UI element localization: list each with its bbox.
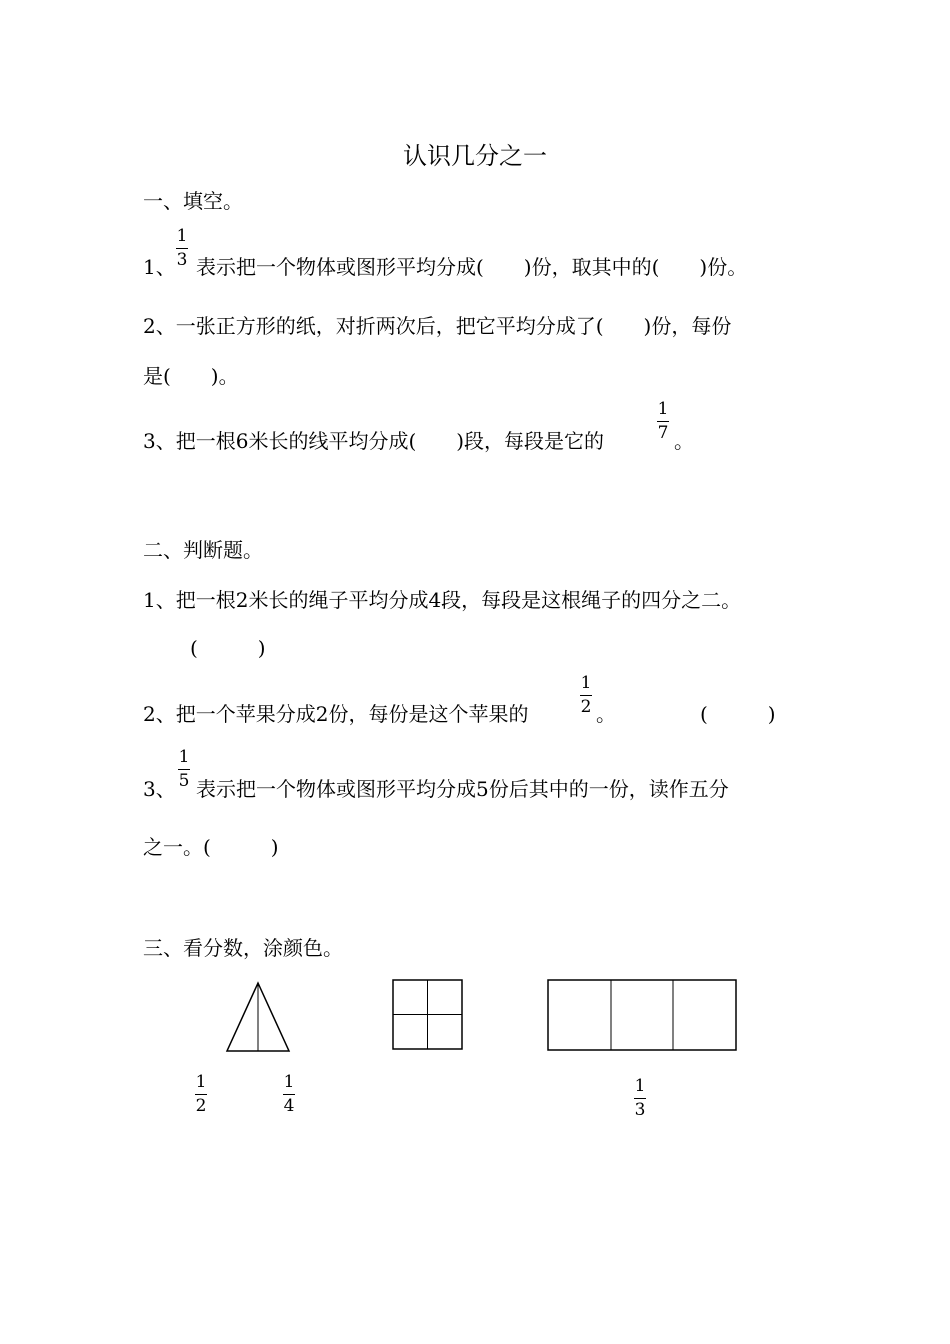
s1-q2-line1: 2、一张正方形的纸，对折两次后，把它平均分成了( )份，每份 (143, 314, 732, 338)
fraction-denominator: 3 (176, 250, 188, 270)
fraction-denominator: 2 (195, 1096, 207, 1116)
fraction-numerator: 1 (178, 747, 190, 767)
section-3-heading: 三、看分数，涂颜色。 (143, 936, 343, 960)
s1-q1-text: 表示把一个物体或图形平均分成( )份，取其中的( )份。 (196, 255, 748, 279)
label-fraction-1-3 (634, 1077, 646, 1120)
fraction-numerator: 1 (195, 1072, 207, 1092)
fraction-denominator: 4 (283, 1096, 295, 1116)
s1-q1-prefix: 1、 (143, 255, 176, 279)
s2-q2-suffix: 。 (596, 702, 616, 726)
s2-q3-line1: 表示把一个物体或图形平均分成5份后其中的一份，读作五分 (196, 777, 729, 801)
s1-q3-suffix: 。 (674, 429, 694, 453)
fraction-bar (634, 1098, 646, 1099)
s2-q2-answer-blank: ( ) (700, 702, 776, 726)
fraction-numerator: 1 (657, 399, 669, 419)
fraction-numerator: 1 (176, 226, 188, 246)
fraction-denominator: 2 (580, 697, 592, 717)
fraction-numerator: 1 (634, 1076, 646, 1096)
s2-q2-text: 2、把一个苹果分成2份，每份是这个苹果的 (143, 702, 529, 726)
s2-q3-line2: 之一。( ) (143, 835, 279, 859)
page-title: 认识几分之一 (403, 142, 547, 170)
fraction-numerator: 1 (283, 1072, 295, 1092)
fraction-numerator: 1 (580, 673, 592, 693)
rectangle-outline (548, 980, 736, 1050)
fraction-denominator: 7 (657, 423, 669, 443)
fraction-bar (195, 1094, 207, 1095)
label-fraction-1-4 (283, 1073, 295, 1116)
s2-q1-line1: 1、把一根2米长的绳子平均分成4段，每段是这根绳子的四分之二。 (143, 588, 742, 612)
fraction-denominator: 5 (178, 771, 190, 791)
s1-q3-text: 3、把一根6米长的线平均分成( )段，每段是它的 (143, 429, 605, 453)
s2-q3-prefix: 3、 (143, 777, 176, 801)
section-2-heading: 二、判断题。 (143, 538, 263, 562)
section-1-heading: 一、填空。 (143, 189, 243, 213)
s1-q2-line2: 是( )。 (143, 364, 239, 388)
s2-q1-answer-blank: ( ) (190, 636, 266, 660)
label-fraction-1-2 (195, 1073, 207, 1116)
fraction-bar (283, 1094, 295, 1095)
fraction-denominator: 3 (634, 1100, 646, 1120)
